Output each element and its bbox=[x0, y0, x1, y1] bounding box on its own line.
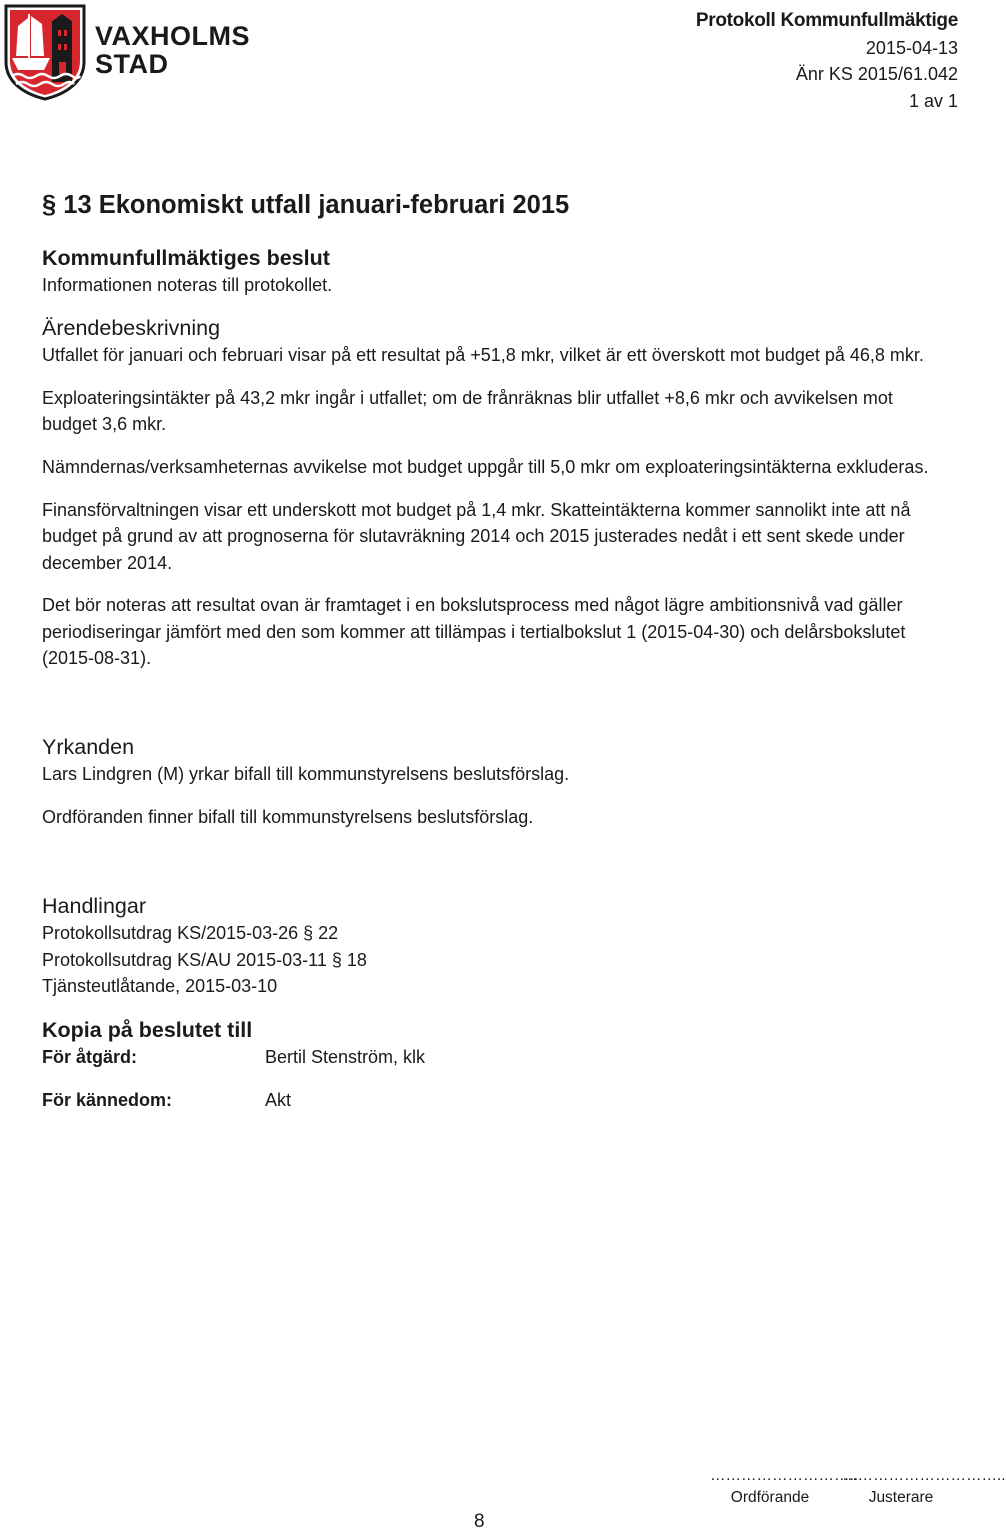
decision-heading: Kommunfullmäktiges beslut bbox=[42, 246, 330, 270]
page-indicator: 1 av 1 bbox=[908, 90, 958, 111]
adjuster-signature-line: ………………………….. bbox=[842, 1467, 1006, 1484]
meeting-date: 2015-04-13 bbox=[865, 37, 958, 58]
copy-heading: Kopia på beslutet till bbox=[42, 1018, 253, 1043]
copy-action-value: Bertil Stenström, klk bbox=[265, 1047, 426, 1068]
adjuster-signature bbox=[842, 1465, 1006, 1509]
copy-action-label: För åtgärd: bbox=[42, 1047, 138, 1068]
chair-signature-line: ……………………….. bbox=[710, 1467, 859, 1484]
logo-name-line2: STAD bbox=[95, 49, 169, 79]
chair-label: Ordförande bbox=[730, 1489, 810, 1506]
decision-text: Informationen noteras till protokollet. bbox=[42, 275, 333, 295]
copy-action-row bbox=[42, 1044, 952, 1070]
logo-name-line1: VAXHOLMS bbox=[95, 21, 251, 51]
municipality-logo bbox=[4, 4, 254, 100]
copy-info-row bbox=[42, 1087, 952, 1113]
claims-paragraph: Ordföranden finner bifall till kommunstyrelsens beslutsförslag. bbox=[42, 807, 534, 828]
description-heading: Ärendebeskrivning bbox=[42, 316, 221, 341]
description-paragraph: Finansförvaltningen visar ett underskott mot budget på 1,4 mkr. Skatteintäkterna kommer sannolikt inte att nå budget på grund av att prognoserna för slutavräkning 2014 och 2015 justerades nedåt i ett sent skede under december 2014. bbox=[42, 499, 911, 573]
copy-info-value: Akt bbox=[265, 1090, 292, 1111]
description-paragraph: Nämndernas/verksamheternas avvikelse mot budget uppgår till 5,0 mkr om exploateringsintäkterna exkluderas. bbox=[42, 457, 929, 478]
document-line: Protokollsutdrag KS/AU 2015-03-11 § 18 bbox=[42, 949, 367, 970]
claims-heading: Yrkanden bbox=[42, 735, 135, 760]
paragraph-title: § 13 Ekonomiskt utfall januari-februari 2015 bbox=[42, 191, 570, 219]
document-body bbox=[42, 188, 952, 1113]
description-paragraph: Det bör noteras att resultat ovan är framtaget i en bokslutsprocess med något lägre ambitionsnivå vad gäller periodiseringar jämfört med den som kommer att tillämpas i tertialbokslut 1 (2015-04-30) och delårsbokslutet (2015-08-31). bbox=[42, 595, 906, 668]
documents-heading: Handlingar bbox=[42, 894, 146, 919]
copy-info-label: För kännedom: bbox=[42, 1090, 173, 1111]
description-paragraph: Utfallet för januari och februari visar på ett resultat på +51,8 mkr, vilket är ett överskott mot budget på 46,8 mkr. bbox=[42, 345, 924, 366]
page-number: 8 bbox=[474, 1511, 485, 1532]
claims-paragraph: Lars Lindgren (M) yrkar bifall till kommunstyrelsens beslutsförslag. bbox=[42, 764, 570, 785]
document-line: Protokollsutdrag KS/2015-03-26 § 22 bbox=[42, 923, 339, 944]
description-paragraph: Exploateringsintäkter på 43,2 mkr ingår i utfallet; om de frånräknas blir utfallet +8,6 mkr och avvikelsen mot budget 3,6 mkr. bbox=[42, 388, 893, 435]
case-reference: Änr KS 2015/61.042 bbox=[795, 64, 958, 84]
document-header bbox=[696, 8, 958, 114]
logo-wordmark bbox=[95, 22, 250, 78]
chair-signature bbox=[710, 1465, 859, 1509]
adjuster-label: Justerare bbox=[868, 1489, 934, 1506]
coat-of-arms-icon bbox=[4, 4, 86, 100]
document-line: Tjänsteutlåtande, 2015-03-10 bbox=[42, 975, 278, 996]
document-type: Protokoll Kommunfullmäktige bbox=[695, 10, 958, 31]
